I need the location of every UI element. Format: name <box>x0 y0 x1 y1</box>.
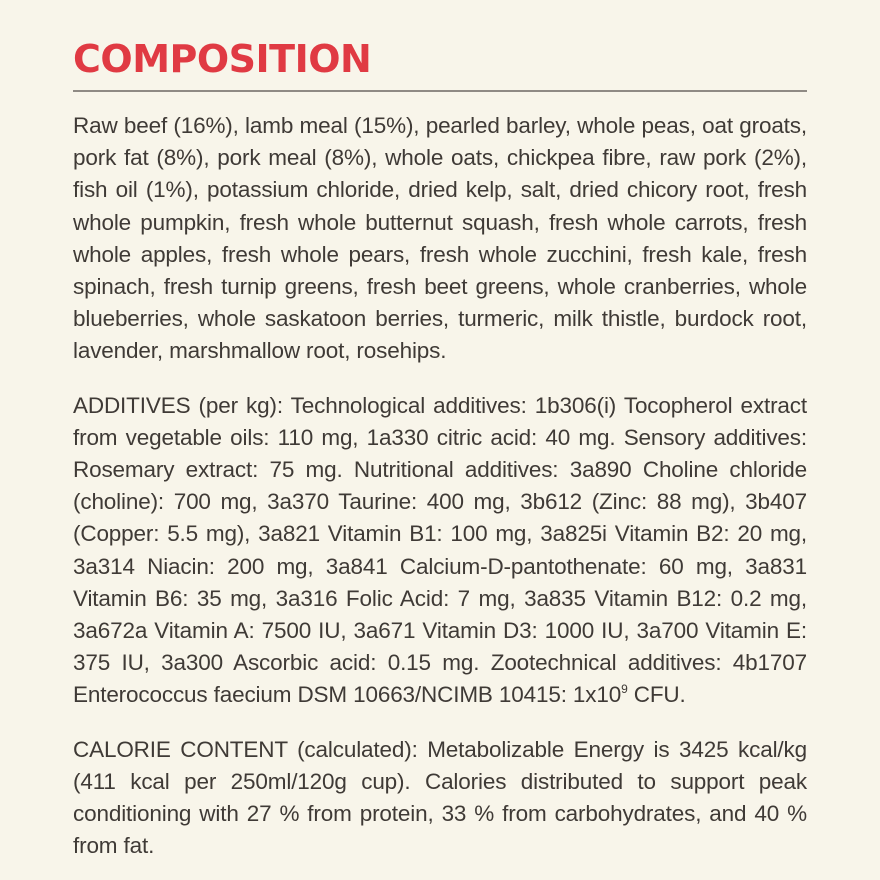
additives-paragraph <box>73 390 807 712</box>
calorie-paragraph: CALORIE CONTENT (calculated): Metabolizable Energy is 3425 kcal/kg (411 kcal per 250ml/120g cup). Calories distributed to support peak conditioning with 27 % from protein, 33 % from carbohydrates, and 40 % from fat. <box>73 736 807 859</box>
cfu-exponent: 9 <box>621 682 628 697</box>
section-title: COMPOSITION <box>73 37 372 81</box>
ingredients-paragraph: Raw beef (16%), lamb meal (15%), pearled barley, whole peas, oat groats, pork fat (8%), pork meal (8%), whole oats, chickpea fibre, raw pork (2%), fish oil (1%), potassium chloride, dried kelp, salt, dried chicory root, fresh whole pumpkin, fresh whole butternut squash, fresh whole carrots, fresh whole apples, fresh whole pears, fresh whole zucchini, fresh kale, fresh spinach, fresh turnip greens, fresh beet greens, whole cranberries, whole blueberries, whole saskatoon berries, turmeric, milk thistle, burdock root, lavender, marshmallow root, rosehips. <box>73 113 807 364</box>
title-divider <box>73 90 807 92</box>
additives-tail: CFU. <box>627 682 686 708</box>
additives-text: ADDITIVES (per kg): Technological additives: 1b306(i) Tocopherol extract from vegetable oils: 110 mg, 1a330 citric acid: 40 mg. Sensory additives: Rosemary extract: 75 mg. Nutritional additives: 3a890 Choline chloride (choline): 700 mg, 3a370 Taurine: 400 mg, 3b612 (Zinc: 88 mg), 3b407 (Copper: 5.5 mg), 3a821 Vitamin B1: 100 mg, 3a825i Vitamin B2: 20 mg, 3a314 Niacin: 200 mg, 3a841 Calcium-D-pantothenate: 60 mg, 3a831 Vitamin B6: 35 mg, 3a316 Folic Acid: 7 mg, 3a835 Vitamin B12: 0.2 mg, 3a672a Vitamin A: 7500 IU, 3a671 Vitamin D3: 1000 IU, 3a700 Vitamin E: 375 IU, 3a300 Ascorbic acid: 0.15 mg. Zootechnical additives: 4b1707 Enterococcus faecium DSM 10663/NCIMB 10415: 1x10 <box>73 392 807 708</box>
